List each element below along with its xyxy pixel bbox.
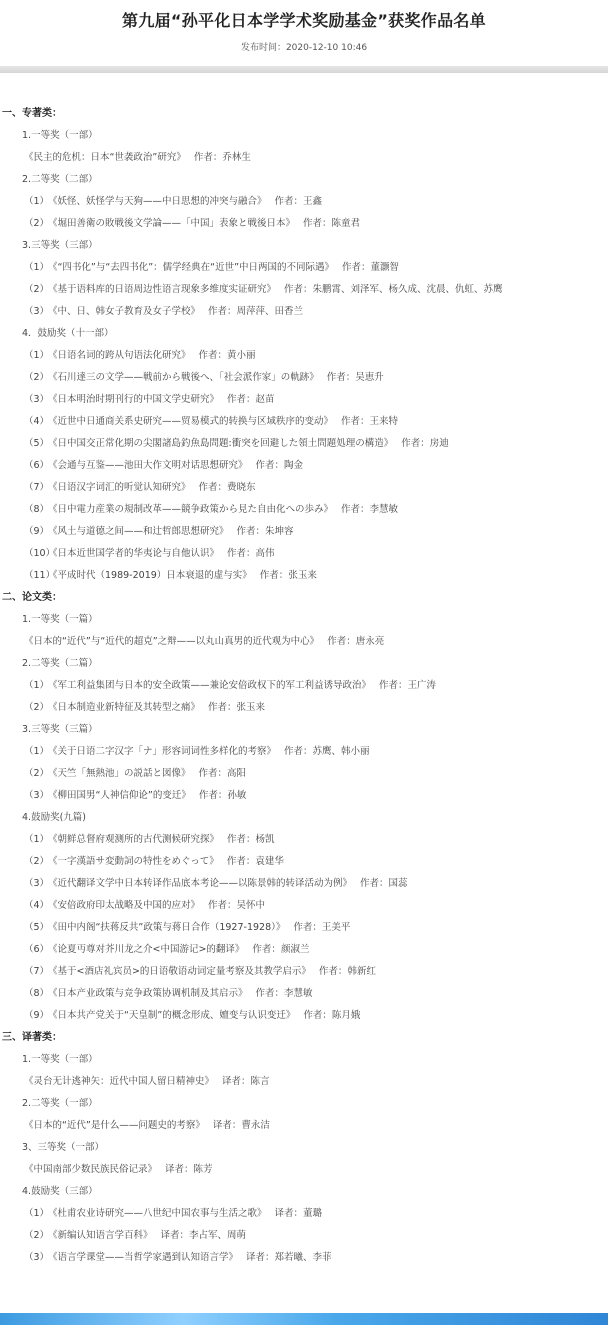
list-item [0,257,608,279]
award-heading: 4.鼓励奖(九篇) [22,812,86,823]
entry-number: （6） [24,460,50,471]
footer-band [0,1313,608,1325]
award-heading: 2.二等奖（二部） [22,174,98,185]
entry-number: （4） [24,900,50,911]
entry-number: （1） [24,262,50,273]
list-item [0,477,608,499]
author-name: 王美平 [321,922,351,933]
role-label: 作者： [198,482,228,493]
list-item [0,1005,608,1027]
author-name: 郑若曦、李菲 [274,1252,332,1263]
author-name: 袁建华 [255,856,284,867]
entry-number: （9） [24,526,50,537]
list-item [0,741,608,763]
role-label: 作者： [326,372,356,383]
role-label: 作者： [360,878,389,889]
author-name: 朱鹏霄、刘泽军、杨久成、沈晨、仇虹、苏鹰 [312,284,503,295]
work-title: 《石川達三の文学——戦前から戦後へ、「社会派作家」の軌跡》 [48,372,319,383]
entry-number: （1） [24,1208,50,1219]
author-name: 董灏智 [370,262,400,273]
author-name: 孙敏 [227,790,247,801]
list-item [0,851,608,873]
author-name: 房迪 [429,438,449,449]
list-item [0,213,608,235]
work-title: 《朝鲜总督府观测所的古代测候研究探》 [48,834,220,845]
entry-number: （1） [24,746,50,757]
list-item [0,279,608,301]
award-heading: 3.三等奖（三部） [22,240,98,251]
author-name: 陈言 [250,1076,270,1087]
work-title: 《近世中日通商关系史研究——贸易模式的转换与区域秩序的变动》 [48,416,334,427]
author-name: 王鑫 [303,196,323,207]
entry-number: （2） [24,702,50,713]
work-title: 《民主的危机：日本“世袭政治”研究》 [24,152,186,163]
award-heading: 4.鼓励奖（三部） [22,1186,98,1197]
work-title: 《会通与互鉴——池田大作文明对话思想研究》 [48,460,248,471]
entry-number: （2） [24,856,50,867]
work-title: 《日语汉字词汇的听觉认知研究》 [48,482,191,493]
role-label: 作者： [284,284,313,295]
entry-number: （1） [24,350,50,361]
role-label: 作者： [198,768,228,779]
award-heading: 3.三等奖（三篇） [22,724,98,735]
list-item [0,873,608,895]
entry-number: （4） [24,416,50,427]
role-label: 作者： [327,636,356,647]
list-item [0,367,608,389]
role-label: 作者： [274,196,304,207]
award-heading: 2.二等奖（一部） [22,1098,98,1109]
author-name: 张玉来 [288,570,317,581]
work-title: 《风土与道德之间——和辻哲郎思想研究》 [48,526,229,537]
role-label: 译者： [160,1230,190,1241]
entry-number: （3） [24,878,50,889]
list-item [0,1247,608,1269]
role-label: 作者： [284,746,313,757]
author-name: 高阳 [227,768,247,779]
entry-number: （1） [24,834,50,845]
list-item [0,345,608,367]
author-name: 黄小丽 [227,350,256,361]
article-header [0,0,608,55]
work-title: 《安倍政府印太战略及中国的应对》 [48,900,201,911]
role-label: 作者： [255,460,285,471]
author-name: 吴恵升 [355,372,384,383]
award-heading: 3、三等奖（一部） [22,1142,105,1153]
work-title: 《中国南部少数民族民俗记录》 [24,1164,158,1175]
work-title: 《语言学课堂——当哲学家遇到认知语言学》 [48,1252,239,1263]
role-label: 作者： [341,504,370,515]
role-label: 作者： [226,856,256,867]
entry-number: （1） [24,680,50,691]
work-title: 《“四书化”与“去四书化”：儒学经典在“近世”中日两国的不同际遇》 [48,262,335,273]
award-heading: 1.一等奖（一篇） [22,614,98,625]
author-name: 王来特 [369,416,399,427]
work-title: 《日语名词的跨从句语法化研究》 [48,350,191,361]
author-name: 赵苗 [255,394,275,405]
list-item [0,433,608,455]
author-name: 陈月娥 [331,1010,361,1021]
list-item [0,631,608,653]
section-title: 三、译著类： [2,1032,62,1043]
work-title: 《杜甫农业诗研究——八世纪中国农事与生活之歌》 [48,1208,267,1219]
list-item [0,1159,608,1181]
role-label: 作者： [236,526,266,537]
author-name: 乔林生 [222,152,251,163]
list-item [0,983,608,1005]
publish-time: 2020-12-10 10:46 [285,43,368,53]
entry-number: （11） [24,570,56,581]
list-item [0,301,608,323]
work-title: 《日本共产党关于“天皇制”的概念形成、嬗变与认识变迁》 [48,1010,296,1021]
header-divider [0,66,608,73]
role-label: 译者： [246,1252,275,1263]
entry-number: （3） [24,394,50,405]
entry-number: （1） [24,196,50,207]
role-label: 作者： [259,570,289,581]
entry-number: （3） [24,790,50,801]
publish-meta [0,41,608,55]
list-item [0,147,608,169]
author-name: 李慧敏 [369,504,399,515]
work-title: 《日本的“近代”与“近代的超克”之辩——以丸山真男的近代观为中心》 [24,636,320,647]
page-title: 第九届“孙平化日本学学术奖励基金”获奖作品名单 [122,11,486,30]
work-title: 《堀田善衛の敗戦後文学論——「中国」表象と戦後日本》 [48,218,296,229]
role-label: 译者： [274,1208,304,1219]
work-title: 《田中内阁“扶蒋反共”政策与蒋日合作（1927-1928）》 [48,922,286,933]
author-name: 苏鹰、韩小丽 [312,746,370,757]
work-title: 《妖怪、妖怪学与天狗——中日思想的冲突与融合》 [48,196,267,207]
work-title: 《日本制造业新特征及其转型之痛》 [48,702,201,713]
list-item [0,191,608,213]
list-item [0,1115,608,1137]
entry-number: （5） [24,438,50,449]
role-label: 作者： [303,1010,332,1021]
publish-label: 发布时间： [240,43,286,53]
section-title: 二、论文类： [2,592,62,603]
role-label: 作者： [227,394,256,405]
author-name: 李慧敏 [284,988,313,999]
entry-number: （7） [24,966,50,977]
list-item [0,917,608,939]
award-heading: 2.二等奖（二篇） [22,658,98,669]
author-name: 费晓东 [227,482,256,493]
list-item [0,675,608,697]
author-name: 曹永洁 [241,1120,270,1131]
role-label: 作者： [208,306,237,317]
author-name: 国蕊 [388,878,408,889]
entry-number: （5） [24,922,50,933]
role-label: 作者： [293,922,322,933]
award-heading: 4．鼓励奖（十一部） [22,328,114,339]
author-name: 张玉来 [236,702,266,713]
work-title: 《基于<酒店礼宾员>的日语敬语动词定量考察及其教学启示》 [48,966,311,977]
work-title: 《中、日、韩女子教育及女子学校》 [48,306,201,317]
role-label: 作者： [341,416,370,427]
author-name: 杨凯 [255,834,275,845]
entry-number: （3） [24,306,50,317]
author-name: 朱坤容 [265,526,294,537]
entry-number: （9） [24,1010,50,1021]
entry-number: （6） [24,944,50,955]
role-label: 作者： [198,350,228,361]
entry-number: （2） [24,284,50,295]
entry-number: （2） [24,1230,50,1241]
role-label: 作者： [198,790,228,801]
role-label: 译者： [212,1120,242,1131]
work-title: 《关于日语二字汉字「ナ」形容词词性多样化的考察》 [48,746,277,757]
author-name: 周萍萍、田香兰 [236,306,304,317]
role-label: 作者： [208,702,237,713]
work-title: 《日本产业政策与竞争政策协调机制及其启示》 [48,988,248,999]
section-title: 一、专著类： [2,108,62,119]
list-item [0,1203,608,1225]
list-item [0,565,608,587]
role-label: 作者： [379,680,408,691]
role-label: 作者： [303,218,332,229]
role-label: 作者： [318,966,348,977]
award-heading: 1.一等奖（一部） [22,1054,98,1065]
entry-number: （2） [24,372,50,383]
entry-number: （2） [24,218,50,229]
work-title: 《一字漢語サ変動詞の特性をめぐって》 [48,856,219,867]
author-name: 李占军、周萌 [189,1230,247,1241]
author-name: 唐永亮 [355,636,385,647]
list-item [0,1225,608,1247]
work-title: 《论夏丏尊对芥川龙之介<中国游记>的翻译》 [48,944,245,955]
author-name: 王广涛 [407,680,437,691]
list-item [0,521,608,543]
work-title: 《日本的“近代”是什么——问题史的考察》 [24,1120,205,1131]
list-item [0,895,608,917]
list-item [0,961,608,983]
entry-number: （8） [24,988,50,999]
work-title: 《日本近世国学者的华夷论与自他认识》 [48,548,220,559]
role-label: 作者： [252,944,281,955]
author-name: 陈芳 [193,1164,213,1175]
list-item [0,1071,608,1093]
list-item [0,499,608,521]
entry-number: （7） [24,482,50,493]
author-name: 陶金 [284,460,304,471]
author-name: 高伟 [255,548,275,559]
award-list [0,103,608,1269]
list-item [0,763,608,785]
role-label: 译者： [165,1164,194,1175]
role-label: 作者： [227,548,256,559]
entry-number: （3） [24,1252,50,1263]
role-label: 作者： [208,900,237,911]
work-title: 《日本明治时期刊行的中国文学史研究》 [48,394,220,405]
work-title: 《天竺「無熱池」の説話と図像》 [48,768,191,779]
role-label: 作者： [255,988,285,999]
role-label: 作者： [401,438,430,449]
work-title: 《灵台无计逃神矢：近代中国人留日精神史》 [24,1076,215,1087]
entry-number: （2） [24,768,50,779]
author-name: 陈童君 [331,218,361,229]
role-label: 译者： [222,1076,251,1087]
work-title: 《军工利益集团与日本的安全政策——兼论安倍政权下的军工利益诱导政治》 [48,680,372,691]
list-item [0,697,608,719]
role-label: 作者： [193,152,223,163]
list-item [0,389,608,411]
work-title: 《日中電力産業の規制改革——競争政策から見た自由化への歩み》 [48,504,334,515]
work-title: 《新编认知语言学百科》 [48,1230,153,1241]
author-name: 董璐 [303,1208,323,1219]
list-item [0,939,608,961]
author-name: 韩新红 [347,966,376,977]
list-item [0,411,608,433]
role-label: 作者： [342,262,371,273]
work-title: 《近代翻译文学中日本转译作品底本考论——以陈景韩的转译活动为例》 [48,878,353,889]
work-title: 《平成时代（1989-2019）日本衰退的虚与实》 [48,570,252,581]
list-item [0,785,608,807]
role-label: 作者： [227,834,256,845]
work-title: 《基于语料库的日语周边性语言现象多维度实证研究》 [48,284,277,295]
entry-number: （8） [24,504,50,515]
work-title: 《柳田国男“人神信仰论”的变迁》 [48,790,191,801]
award-heading: 1.一等奖（一部） [22,130,98,141]
author-name: 吴怀中 [236,900,266,911]
list-item [0,829,608,851]
work-title: 《日中国交正常化期の尖閣諸島釣魚島問題:衝突を回避した領土問題処理の構造》 [48,438,394,449]
author-name: 颜淑兰 [280,944,310,955]
list-item [0,455,608,477]
entry-number: （10） [24,548,56,559]
list-item [0,543,608,565]
